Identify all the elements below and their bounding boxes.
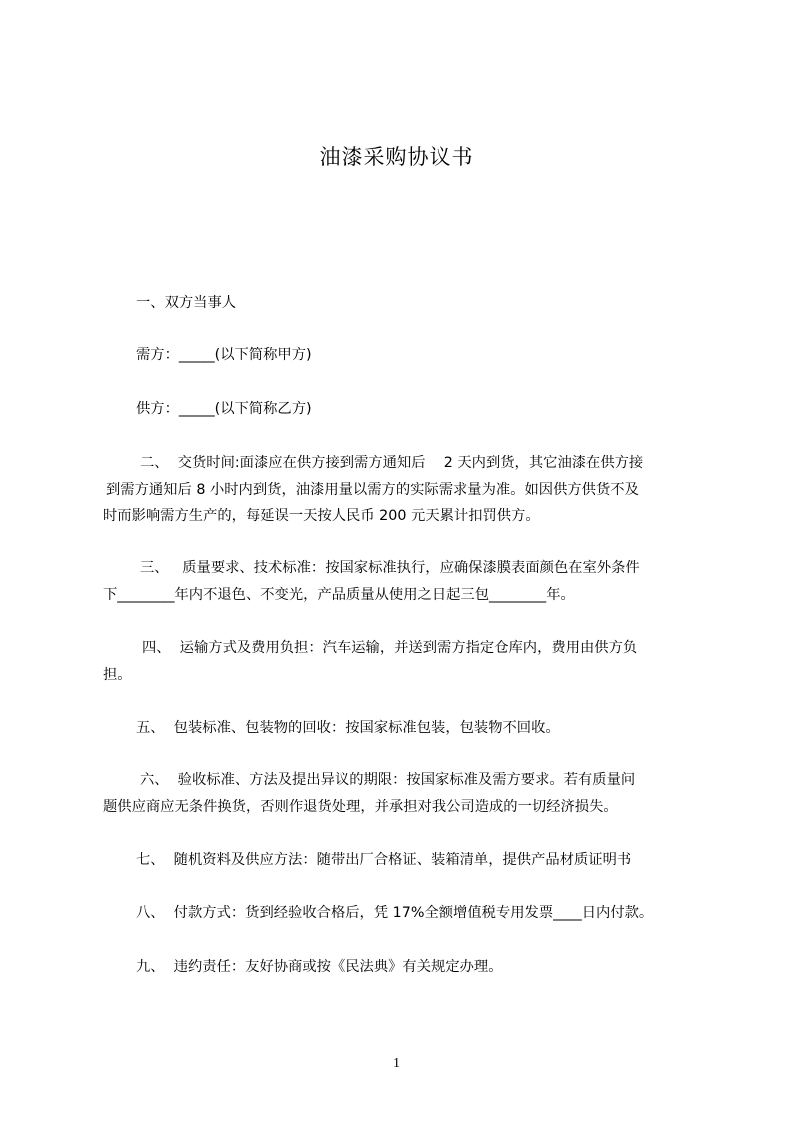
document-title: 油漆采购协议书 [319, 145, 474, 169]
party-supplier-line: 供方：_____(以下简称乙方) [136, 401, 312, 417]
section-2-line-3: 时而影响需方生产的，每延误一天按人民币 200 元天累计扣罚供方。 [103, 508, 540, 524]
section-4-line-2: 担。 [103, 667, 132, 683]
section-3-line-2: 下________年内不退色、不变光，产品质量从使用之日起三包________年。 [103, 587, 575, 603]
section-8: 八、 付款方式：货到经验收合格后，凭 17%全额增值税专用发票____日内付款。 [136, 905, 654, 921]
section-7: 七、 随机资料及供应方法：随带出厂合格证、装箱清单，提供产品材质证明书 [136, 852, 632, 868]
section-2-line-1: 二、 交货时间:面漆应在供方接到需方通知后 2 天内到货，其它油漆在供方接 [140, 455, 644, 471]
section-2-line-2: 到需方通知后 8 小时内到货，油漆用量以需方的实际需求量为准。如因供方供货不及 [106, 482, 639, 498]
section-1-heading: 一、双方当事人 [136, 295, 237, 311]
section-5: 五、 包装标准、包装物的回收：按国家标准包装，包装物不回收。 [136, 720, 560, 736]
section-9: 九、 违约责任：友好协商或按《民法典》有关规定办理。 [136, 959, 503, 975]
section-3-line-1: 三、 质量要求、技术标准：按国家标准执行，应确保漆膜表面颜色在室外条件 [140, 560, 640, 576]
page-number: 1 [393, 1056, 400, 1071]
section-6-line-1: 六、 验收标准、方法及提出异议的期限：按国家标准及需方要求。若有质量问 [140, 772, 636, 788]
party-buyer-line: 需方：_____(以下简称甲方) [136, 347, 312, 363]
section-6-line-2: 题供应商应无条件换货，否则作退货处理，并承担对我公司造成的一切经济损失。 [103, 799, 618, 815]
section-4-line-1: 四、 运输方式及费用负担：汽车运输，并送到需方指定仓库内，费用由供方负 [142, 640, 638, 656]
